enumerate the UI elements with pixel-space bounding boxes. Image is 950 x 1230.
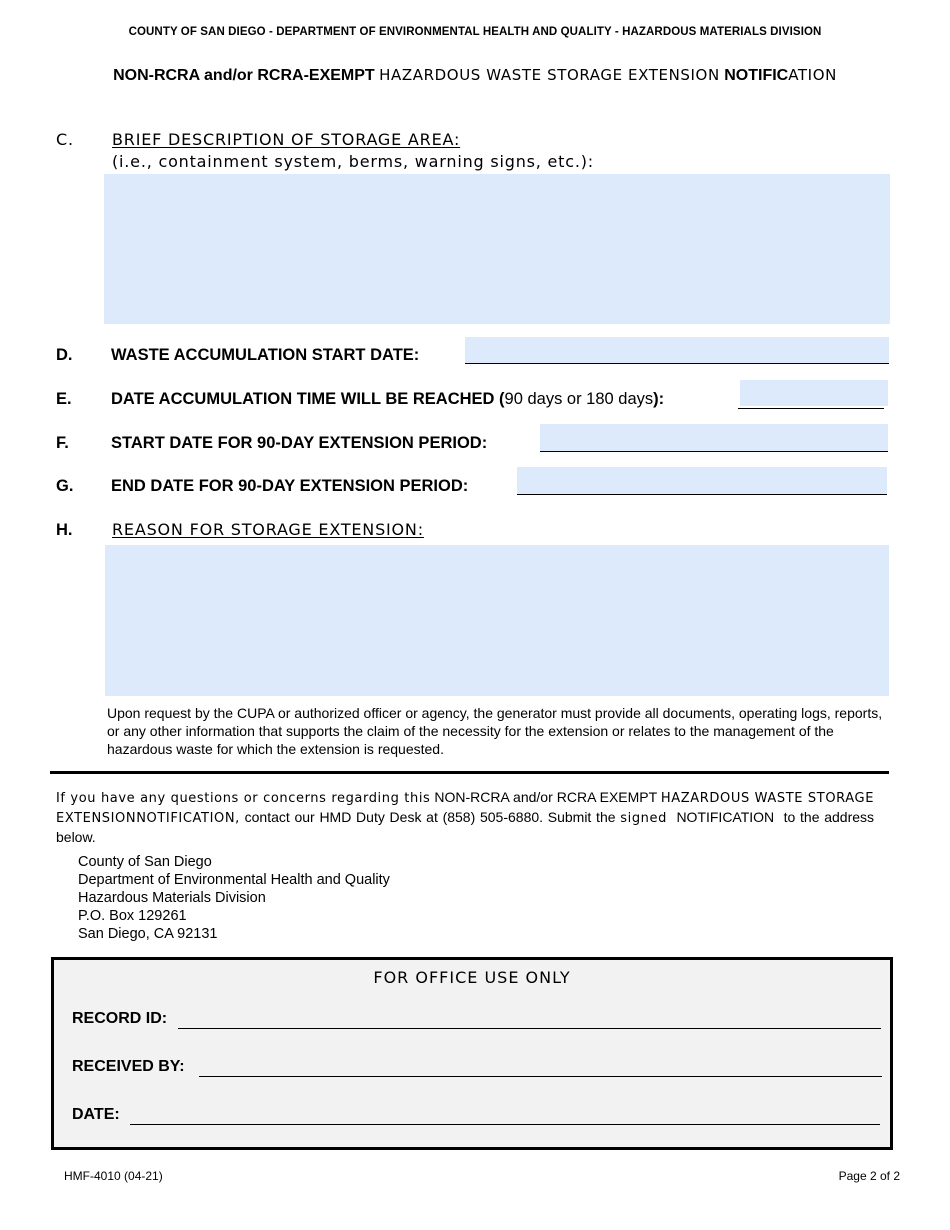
section-divider bbox=[50, 771, 889, 774]
section-d-label: WASTE ACCUMULATION START DATE: bbox=[111, 346, 420, 364]
extension-start-date-field[interactable] bbox=[540, 424, 888, 452]
form-id: HMF-4010 (04-21) bbox=[64, 1169, 163, 1183]
accumulation-reached-date-field[interactable] bbox=[738, 380, 884, 409]
storage-description-field[interactable] bbox=[104, 174, 890, 324]
records-notice: Upon request by the CUPA or authorized officer or agency, the generator must provide all documents, operating logs, reports, or any other information that supports the claim of the necessity for the extension or relates to the management of the hazardous waste for which the extension is requested. bbox=[107, 705, 883, 757]
contact-part-4: NOTIFICATION, bbox=[136, 811, 240, 826]
contact-paragraph bbox=[56, 788, 874, 846]
contact-part-5: contact our HMD Duty Desk at (858) 505-6880. Submit the bbox=[244, 809, 616, 825]
record-id-field[interactable] bbox=[178, 1012, 881, 1029]
section-c-label: BRIEF DESCRIPTION OF STORAGE AREA: bbox=[112, 130, 461, 149]
mailing-address bbox=[78, 853, 390, 943]
record-id-label: RECORD ID: bbox=[72, 1010, 168, 1027]
contact-part-1: If you have any questions or concerns regarding this bbox=[56, 791, 431, 806]
title-light-1: HAZARDOUS WASTE STORAGE EXTENSION bbox=[379, 66, 720, 84]
section-e-letter: E. bbox=[56, 390, 72, 408]
office-date-label: DATE: bbox=[72, 1106, 120, 1123]
contact-part-8: to the address below. bbox=[56, 809, 875, 845]
section-e-label-plain: 90 days or 180 days bbox=[504, 390, 654, 408]
section-d-letter: D. bbox=[56, 346, 73, 364]
section-e-label-end: ): bbox=[653, 390, 665, 408]
address-line: San Diego, CA 92131 bbox=[78, 926, 218, 942]
form-title bbox=[0, 66, 950, 85]
office-date-field[interactable] bbox=[130, 1108, 880, 1125]
office-use-box bbox=[51, 957, 893, 1150]
address-line: County of San Diego bbox=[78, 854, 212, 870]
extension-reason-field[interactable] bbox=[105, 545, 889, 696]
section-h-letter: H. bbox=[56, 521, 73, 539]
section-e-label-bold: DATE ACCUMULATION TIME WILL BE REACHED ( bbox=[111, 390, 505, 408]
title-bold-1: NON-RCRA and/or RCRA-EXEMPT bbox=[113, 67, 375, 84]
section-g-label: END DATE FOR 90-DAY EXTENSION PERIOD: bbox=[111, 477, 469, 495]
section-f-label: START DATE FOR 90-DAY EXTENSION PERIOD: bbox=[111, 434, 488, 452]
extension-end-date-field[interactable] bbox=[517, 467, 887, 495]
agency-header: COUNTY OF SAN DIEGO - DEPARTMENT OF ENVIRONMENTAL HEALTH AND QUALITY - HAZARDOUS MATERIALS DIVISION bbox=[128, 26, 822, 38]
section-e-label bbox=[111, 390, 664, 409]
title-light-2: ATION bbox=[788, 66, 837, 84]
office-use-title: FOR OFFICE USE ONLY bbox=[373, 968, 571, 987]
section-h-label: REASON FOR STORAGE EXTENSION: bbox=[112, 520, 424, 539]
address-line: P.O. Box 129261 bbox=[78, 908, 187, 924]
address-line: Hazardous Materials Division bbox=[78, 890, 266, 906]
section-c-sublabel: (i.e., containment system, berms, warning signs, etc.): bbox=[112, 152, 594, 171]
received-by-field[interactable] bbox=[199, 1060, 882, 1077]
address-line: Department of Environmental Health and Quality bbox=[78, 872, 390, 888]
section-c-letter: C. bbox=[56, 130, 74, 149]
page-number: Page 2 of 2 bbox=[838, 1169, 900, 1183]
contact-part-2: NON-RCRA and/or RCRA EXEMPT bbox=[434, 789, 657, 805]
section-g-letter: G. bbox=[56, 477, 74, 495]
contact-part-6: signed bbox=[620, 811, 667, 826]
contact-part-7: NOTIFICATION bbox=[676, 809, 775, 825]
section-f-letter: F. bbox=[56, 434, 69, 452]
title-bold-2: NOTIFIC bbox=[724, 67, 789, 84]
received-by-label: RECEIVED BY: bbox=[72, 1058, 185, 1075]
contact-part-3: HAZARDOUS WASTE STORAGE EXTENSION bbox=[56, 791, 875, 826]
accumulation-start-date-field[interactable] bbox=[465, 337, 889, 364]
